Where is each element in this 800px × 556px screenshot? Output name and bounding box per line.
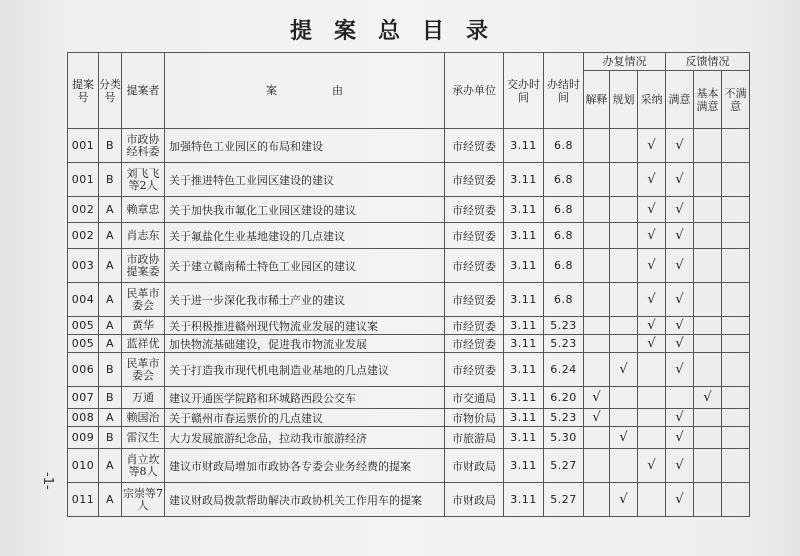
cell-check-mark: √	[638, 317, 666, 335]
cell-check-mark	[638, 353, 666, 387]
cell-done-time: 5.23	[544, 317, 584, 335]
cell-subject: 关于进一步深化我市稀土产业的建议	[165, 283, 445, 317]
cell-category: A	[99, 449, 122, 483]
page-number: -1-	[40, 472, 55, 490]
cell-unit: 市经贸委	[445, 197, 504, 223]
cell-done-time: 6.24	[544, 353, 584, 387]
cell-check-mark	[584, 129, 610, 163]
cell-unit: 市经贸委	[445, 223, 504, 249]
table-row	[68, 283, 750, 317]
cell-check-mark: √	[666, 335, 694, 353]
cell-check-mark: √	[666, 483, 694, 517]
cell-category: A	[99, 223, 122, 249]
cell-check-mark: √	[666, 317, 694, 335]
cell-check-mark	[694, 335, 722, 353]
header-reply-explain: 解释	[584, 71, 610, 129]
cell-subject: 建议财政局拨款帮助解决市政协机关工作用车的提案	[165, 483, 445, 517]
cell-subject: 关于打造我市现代机电制造业基地的几点建议	[165, 353, 445, 387]
cell-subject: 关于积极推进赣州现代物流业发展的建议案	[165, 317, 445, 335]
cell-category: A	[99, 335, 122, 353]
cell-proposer: 民革市委会	[122, 353, 165, 387]
cell-check-mark: √	[666, 223, 694, 249]
cell-check-mark	[722, 223, 750, 249]
cell-submit-time: 3.11	[504, 449, 544, 483]
cell-check-mark: √	[610, 427, 638, 449]
cell-proposer: 肖立坎等8人	[122, 449, 165, 483]
cell-check-mark	[722, 387, 750, 409]
cell-id: 001	[68, 163, 99, 197]
table-row	[68, 387, 750, 409]
cell-submit-time: 3.11	[504, 427, 544, 449]
cell-id: 008	[68, 409, 99, 427]
cell-check-mark	[722, 129, 750, 163]
cell-category: B	[99, 353, 122, 387]
table-header	[68, 53, 750, 129]
cell-proposer: 市政协提案委	[122, 249, 165, 283]
table-row	[68, 427, 750, 449]
cell-done-time: 6.8	[544, 249, 584, 283]
cell-check-mark: √	[638, 283, 666, 317]
cell-check-mark	[610, 283, 638, 317]
cell-subject: 建议开通医学院路和环城路西段公交车	[165, 387, 445, 409]
cell-id: 005	[68, 335, 99, 353]
cell-check-mark	[610, 163, 638, 197]
cell-check-mark	[584, 317, 610, 335]
cell-check-mark: √	[666, 129, 694, 163]
header-feedback-group: 反馈情况	[666, 53, 750, 71]
cell-check-mark: √	[584, 409, 610, 427]
cell-unit: 市财政局	[445, 449, 504, 483]
cell-submit-time: 3.11	[504, 387, 544, 409]
cell-check-mark	[694, 483, 722, 517]
cell-check-mark	[694, 409, 722, 427]
cell-submit-time: 3.11	[504, 317, 544, 335]
cell-proposer: 万通	[122, 387, 165, 409]
cell-check-mark	[694, 223, 722, 249]
table-row	[68, 223, 750, 249]
cell-category: A	[99, 409, 122, 427]
cell-category: A	[99, 317, 122, 335]
cell-check-mark: √	[666, 249, 694, 283]
cell-check-mark	[722, 353, 750, 387]
cell-check-mark	[638, 427, 666, 449]
cell-check-mark	[584, 223, 610, 249]
cell-check-mark: √	[666, 449, 694, 483]
cell-id: 011	[68, 483, 99, 517]
cell-subject: 建议市财政局增加市政协各专委会业务经费的提案	[165, 449, 445, 483]
table-row	[68, 449, 750, 483]
cell-unit: 市交通局	[445, 387, 504, 409]
cell-id: 002	[68, 223, 99, 249]
cell-check-mark	[610, 387, 638, 409]
cell-check-mark: √	[638, 163, 666, 197]
cell-check-mark	[610, 129, 638, 163]
cell-done-time: 5.27	[544, 449, 584, 483]
cell-check-mark	[638, 409, 666, 427]
cell-subject: 关于氟盐化生业基地建设的几点建议	[165, 223, 445, 249]
cell-check-mark: √	[666, 163, 694, 197]
header-feedback-unsatisfied: 不满意	[722, 71, 750, 129]
cell-check-mark	[610, 317, 638, 335]
cell-check-mark	[584, 449, 610, 483]
cell-check-mark	[584, 353, 610, 387]
table-row	[68, 483, 750, 517]
cell-done-time: 6.8	[544, 197, 584, 223]
cell-check-mark	[694, 249, 722, 283]
cell-submit-time: 3.11	[504, 409, 544, 427]
cell-check-mark	[610, 335, 638, 353]
cell-check-mark: √	[694, 387, 722, 409]
table-row	[68, 197, 750, 223]
cell-unit: 市旅游局	[445, 427, 504, 449]
cell-check-mark	[722, 335, 750, 353]
cell-check-mark: √	[638, 249, 666, 283]
cell-check-mark: √	[666, 353, 694, 387]
table-row	[68, 353, 750, 387]
cell-subject: 关于建立赣南稀土特色工业园区的建议	[165, 249, 445, 283]
header-category: 分类号	[99, 53, 122, 129]
cell-check-mark	[694, 163, 722, 197]
header-reply-plan: 规划	[610, 71, 638, 129]
cell-done-time: 6.8	[544, 223, 584, 249]
cell-category: A	[99, 483, 122, 517]
cell-done-time: 5.30	[544, 427, 584, 449]
table-body	[68, 129, 750, 517]
header-unit: 承办单位	[445, 53, 504, 129]
cell-check-mark: √	[638, 449, 666, 483]
cell-category: B	[99, 387, 122, 409]
cell-category: A	[99, 197, 122, 223]
cell-submit-time: 3.11	[504, 223, 544, 249]
cell-check-mark	[584, 163, 610, 197]
cell-check-mark	[722, 197, 750, 223]
cell-proposer: 黄华	[122, 317, 165, 335]
cell-check-mark	[584, 335, 610, 353]
cell-id: 004	[68, 283, 99, 317]
cell-id: 007	[68, 387, 99, 409]
cell-check-mark	[610, 449, 638, 483]
cell-category: B	[99, 129, 122, 163]
cell-id: 009	[68, 427, 99, 449]
cell-check-mark: √	[666, 197, 694, 223]
header-feedback-basic: 基本满意	[694, 71, 722, 129]
header-feedback-satisfied: 满意	[666, 71, 694, 129]
cell-submit-time: 3.11	[504, 483, 544, 517]
cell-check-mark: √	[610, 353, 638, 387]
header-submit-time: 交办时间	[504, 53, 544, 129]
proposal-table	[67, 52, 750, 517]
cell-proposer: 宗崇等7人	[122, 483, 165, 517]
cell-category: A	[99, 249, 122, 283]
cell-check-mark	[722, 163, 750, 197]
cell-id: 002	[68, 197, 99, 223]
cell-proposer: 市政协经科委	[122, 129, 165, 163]
cell-check-mark	[610, 409, 638, 427]
cell-id: 010	[68, 449, 99, 483]
cell-unit: 市财政局	[445, 483, 504, 517]
cell-id: 003	[68, 249, 99, 283]
cell-check-mark: √	[638, 197, 666, 223]
cell-id: 006	[68, 353, 99, 387]
cell-check-mark	[584, 427, 610, 449]
header-done-time: 办结时间	[544, 53, 584, 129]
cell-unit: 市经贸委	[445, 249, 504, 283]
cell-unit: 市经贸委	[445, 163, 504, 197]
cell-check-mark: √	[666, 409, 694, 427]
cell-check-mark	[722, 317, 750, 335]
table-row	[68, 249, 750, 283]
cell-check-mark	[722, 449, 750, 483]
cell-unit: 市经贸委	[445, 283, 504, 317]
cell-unit: 市物价局	[445, 409, 504, 427]
cell-subject: 关于加快我市氟化工业园区建设的建议	[165, 197, 445, 223]
table-row	[68, 335, 750, 353]
cell-check-mark	[610, 197, 638, 223]
cell-check-mark: √	[666, 283, 694, 317]
cell-check-mark	[666, 387, 694, 409]
cell-proposer: 蓝祥优	[122, 335, 165, 353]
cell-check-mark	[694, 353, 722, 387]
header-reply-adopt: 采纳	[638, 71, 666, 129]
cell-check-mark: √	[610, 483, 638, 517]
cell-done-time: 6.8	[544, 163, 584, 197]
cell-done-time: 6.8	[544, 283, 584, 317]
cell-check-mark: √	[638, 335, 666, 353]
cell-submit-time: 3.11	[504, 283, 544, 317]
cell-proposer: 赖国治	[122, 409, 165, 427]
cell-check-mark	[722, 249, 750, 283]
cell-proposer: 刘飞飞等2人	[122, 163, 165, 197]
cell-done-time: 6.20	[544, 387, 584, 409]
cell-submit-time: 3.11	[504, 335, 544, 353]
cell-done-time: 5.23	[544, 409, 584, 427]
cell-submit-time: 3.11	[504, 129, 544, 163]
cell-check-mark	[610, 249, 638, 283]
cell-check-mark	[584, 283, 610, 317]
cell-check-mark	[694, 449, 722, 483]
cell-check-mark	[584, 197, 610, 223]
cell-check-mark	[722, 283, 750, 317]
cell-done-time: 5.27	[544, 483, 584, 517]
cell-done-time: 5.23	[544, 335, 584, 353]
header-reply-group: 办复情况	[584, 53, 666, 71]
cell-check-mark	[610, 223, 638, 249]
cell-submit-time: 3.11	[504, 163, 544, 197]
page-title: 提案总目录	[289, 19, 510, 44]
cell-subject: 加强特色工业园区的布局和建设	[165, 129, 445, 163]
cell-subject: 关于赣州市春运票价的几点建议	[165, 409, 445, 427]
table-row	[68, 163, 750, 197]
table-row	[68, 317, 750, 335]
cell-id: 001	[68, 129, 99, 163]
cell-check-mark	[694, 197, 722, 223]
header-proposer: 提案者	[122, 53, 165, 129]
cell-proposer: 民革市委会	[122, 283, 165, 317]
cell-unit: 市经贸委	[445, 335, 504, 353]
header-subject: 案 由	[165, 53, 445, 129]
cell-category: A	[99, 283, 122, 317]
cell-done-time: 6.8	[544, 129, 584, 163]
cell-check-mark: √	[638, 129, 666, 163]
cell-check-mark	[722, 483, 750, 517]
cell-check-mark	[722, 427, 750, 449]
cell-subject: 加快物流基础建设，促进我市物流业发展	[165, 335, 445, 353]
cell-submit-time: 3.11	[504, 353, 544, 387]
cell-category: B	[99, 163, 122, 197]
cell-proposer: 赖章忠	[122, 197, 165, 223]
cell-check-mark	[638, 483, 666, 517]
cell-id: 005	[68, 317, 99, 335]
cell-submit-time: 3.11	[504, 249, 544, 283]
cell-check-mark: √	[666, 427, 694, 449]
cell-unit: 市经贸委	[445, 317, 504, 335]
cell-proposer: 肖志东	[122, 223, 165, 249]
cell-unit: 市经贸委	[445, 353, 504, 387]
cell-check-mark: √	[638, 223, 666, 249]
cell-check-mark	[694, 317, 722, 335]
cell-check-mark	[638, 387, 666, 409]
cell-check-mark	[694, 283, 722, 317]
cell-proposer: 雷汉生	[122, 427, 165, 449]
header-id: 提案号	[68, 53, 99, 129]
cell-subject: 关于推进特色工业园区建设的建议	[165, 163, 445, 197]
cell-check-mark	[584, 249, 610, 283]
cell-unit: 市经贸委	[445, 129, 504, 163]
cell-submit-time: 3.11	[504, 197, 544, 223]
cell-category: B	[99, 427, 122, 449]
cell-subject: 大力发展旅游纪念品，拉动我市旅游经济	[165, 427, 445, 449]
cell-check-mark	[722, 409, 750, 427]
table-row	[68, 129, 750, 163]
cell-check-mark	[584, 483, 610, 517]
cell-check-mark	[694, 427, 722, 449]
cell-check-mark: √	[584, 387, 610, 409]
cell-check-mark	[694, 129, 722, 163]
table-row	[68, 409, 750, 427]
